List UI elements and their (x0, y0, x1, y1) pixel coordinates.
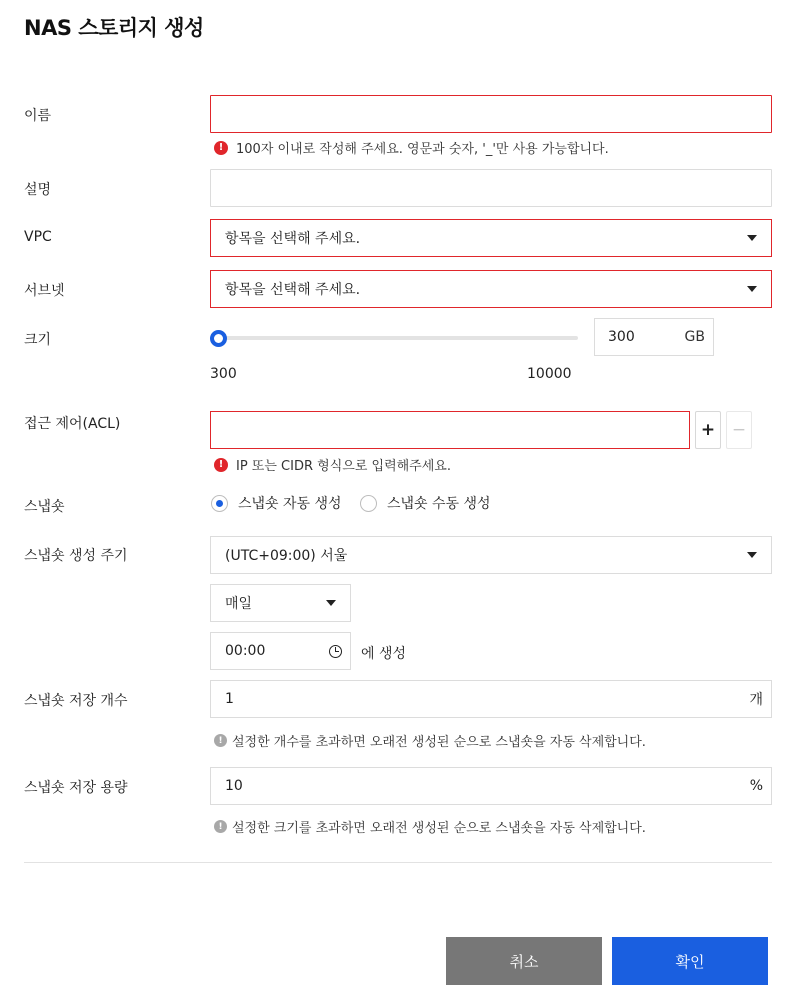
remove-acl-button[interactable]: − (726, 411, 752, 449)
size-slider-max: 10000 (527, 366, 572, 382)
time-suffix: 에 생성 (361, 646, 407, 662)
exclamation-circle-icon: ! (214, 141, 228, 155)
subnet-select[interactable] (210, 270, 772, 308)
caret-down-icon (326, 600, 336, 606)
size-slider-min: 300 (210, 366, 237, 382)
add-acl-button[interactable]: + (695, 411, 721, 449)
radio-selected-icon[interactable] (211, 495, 228, 512)
name-input[interactable] (211, 96, 771, 132)
snapshot-manual-label: 스냅숏 수동 생성 (387, 496, 491, 512)
subnet-select-value: 항목을 선택해 주세요. (225, 282, 361, 298)
snapshot-auto-label: 스냅숏 자동 생성 (238, 496, 342, 512)
retention-capacity-value: 10 (225, 778, 243, 794)
description-input[interactable] (211, 170, 771, 206)
description-label: 설명 (24, 182, 52, 198)
radio-unselected-icon[interactable] (360, 495, 377, 512)
timezone-select[interactable] (210, 536, 772, 574)
snapshot-manual-radio[interactable] (360, 493, 491, 513)
caret-down-icon (747, 235, 757, 241)
vpc-select[interactable] (210, 219, 772, 257)
vpc-select-value: 항목을 선택해 주세요. (225, 231, 361, 247)
confirm-button[interactable]: 확인 (612, 937, 768, 985)
retention-count-value: 1 (225, 691, 234, 707)
size-slider-thumb[interactable] (210, 330, 227, 347)
size-unit: GB (684, 329, 705, 345)
time-input[interactable] (210, 632, 351, 670)
cancel-button[interactable]: 취소 (446, 937, 602, 985)
acl-input[interactable] (211, 412, 689, 448)
acl-error-message (214, 455, 451, 474)
info-circle-icon: ! (214, 734, 227, 747)
retention-count-info (214, 731, 646, 750)
frequency-value: 매일 (225, 596, 253, 612)
retention-capacity-info-text: 설정한 크기를 초과하면 오래전 생성된 순으로 스냅숏을 자동 삭제합니다. (232, 821, 646, 836)
frequency-select[interactable] (210, 584, 351, 622)
exclamation-circle-icon: ! (214, 458, 228, 472)
snapshot-label: 스냅숏 (24, 499, 65, 515)
retention-capacity-unit: % (749, 778, 763, 794)
name-label: 이름 (24, 108, 52, 124)
acl-field[interactable] (210, 411, 690, 449)
snapshot-auto-radio[interactable] (211, 493, 342, 513)
schedule-label: 스냅숏 생성 주기 (24, 548, 128, 564)
description-field[interactable] (210, 169, 772, 207)
page-title: NAS 스토리지 생성 (24, 16, 204, 40)
info-circle-icon: ! (214, 820, 227, 833)
retention-capacity-input[interactable] (210, 767, 772, 805)
size-input[interactable] (594, 318, 714, 356)
name-error-text: 100자 이내로 작성해 주세요. 영문과 숫자, '_'만 사용 가능합니다. (236, 142, 609, 157)
size-slider-track[interactable] (218, 336, 578, 340)
size-value: 300 (608, 329, 635, 345)
retention-capacity-label: 스냅숏 저장 용량 (24, 780, 128, 796)
time-value: 00:00 (225, 643, 266, 659)
acl-error-text: IP 또는 CIDR 형식으로 입력해주세요. (236, 459, 451, 474)
retention-count-unit: 개 (749, 692, 763, 708)
footer-divider (24, 862, 772, 863)
name-field[interactable] (210, 95, 772, 133)
retention-count-label: 스냅숏 저장 개수 (24, 693, 128, 709)
timezone-value: (UTC+09:00) 서울 (225, 548, 348, 564)
size-label: 크기 (24, 332, 52, 348)
clock-icon[interactable] (329, 645, 342, 658)
caret-down-icon (747, 286, 757, 292)
name-error-message (214, 138, 609, 157)
retention-count-input[interactable] (210, 680, 772, 718)
retention-count-info-text: 설정한 개수를 초과하면 오래전 생성된 순으로 스냅숏을 자동 삭제합니다. (232, 735, 646, 750)
vpc-label: VPC (24, 229, 52, 245)
caret-down-icon (747, 552, 757, 558)
subnet-label: 서브넷 (24, 283, 65, 299)
acl-label: 접근 제어(ACL) (24, 416, 121, 432)
retention-capacity-info (214, 817, 646, 836)
